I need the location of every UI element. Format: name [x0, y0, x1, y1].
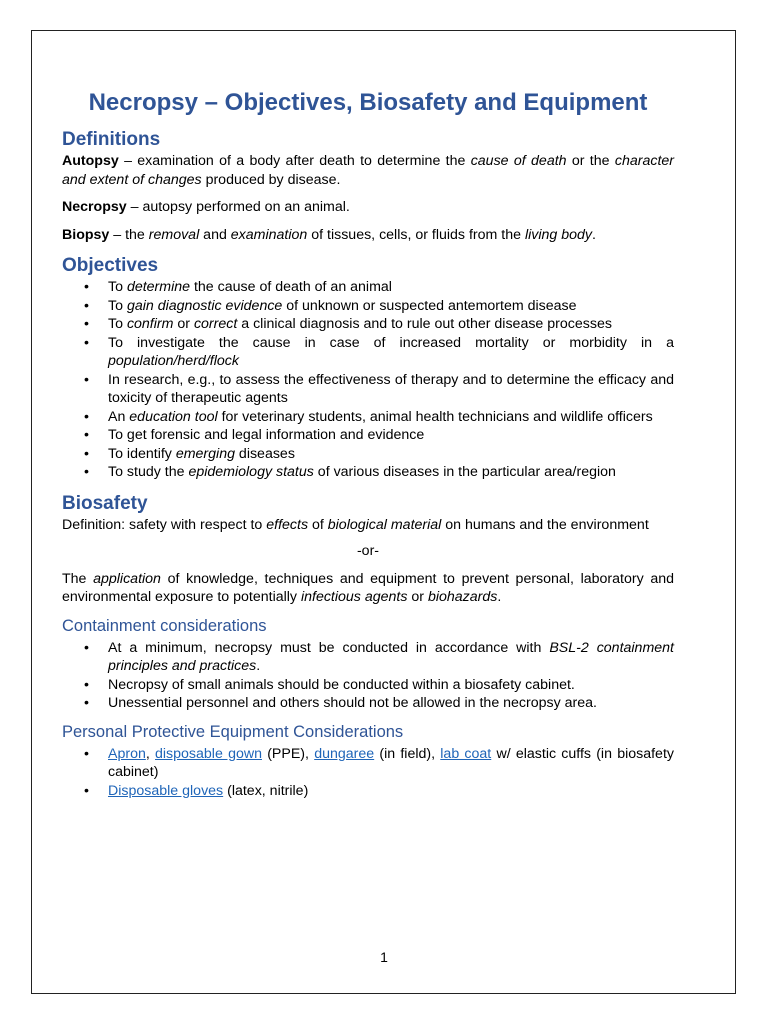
list-item: • At a minimum, necropsy must be conducted in accordance with BSL-2 containment principles and practices. — [62, 639, 674, 676]
page-number: 1 — [380, 949, 388, 965]
apron-link[interactable]: Apron — [108, 745, 146, 762]
lab-coat-link[interactable]: lab coat — [440, 745, 492, 762]
document-title: Necropsy – Objectives, Biosafety and Equipment — [88, 89, 648, 116]
definition-biopsy: Biopsy – the removal and examination of tissues, cells, or fluids from the living body. — [62, 226, 596, 243]
document-content — [62, 87, 674, 800]
containment-heading: Containment considerations — [62, 616, 267, 635]
list-item: • To confirm or correct a clinical diagnosis and to rule out other disease processes — [62, 315, 674, 334]
or-separator: -or- — [356, 543, 380, 559]
disposable-gown-link[interactable]: disposable gown — [155, 745, 262, 762]
list-item: • An education tool for veterinary students, animal health technicians and wildlife officers — [62, 408, 674, 427]
list-item: • Unessential personnel and others should not be allowed in the necropsy area. — [62, 694, 674, 713]
list-item: • To get forensic and legal information and evidence — [62, 426, 674, 445]
dungaree-link[interactable]: dungaree — [314, 745, 375, 762]
ppe-list — [62, 745, 674, 801]
definition-autopsy: Autopsy – examination of a body after death to determine the cause of death or the character and extent of changes produced by disease. — [62, 153, 674, 188]
list-item: • To determine the cause of death of an animal — [62, 278, 674, 297]
biosafety-heading: Biosafety — [62, 492, 148, 514]
definitions-heading: Definitions — [62, 129, 161, 150]
disposable-gloves-link[interactable]: Disposable gloves — [108, 782, 224, 799]
list-item: • To study the epidemiology status of various diseases in the particular area/region — [62, 463, 674, 482]
biosafety-definition: Definition: safety with respect to effects of biological material on humans and the environment — [62, 516, 649, 533]
list-item: • To gain diagnostic evidence of unknown or suspected antemortem disease — [62, 297, 674, 316]
list-item: • Necropsy of small animals should be conducted within a biosafety cabinet. — [62, 676, 674, 695]
definition-necropsy: Necropsy – autopsy performed on an animal. — [62, 199, 350, 215]
list-item: • In research, e.g., to assess the effectiveness of therapy and to determine the efficacy and toxicity of therapeutic agents — [62, 371, 674, 408]
list-item: • Apron, disposable gown (PPE), dungaree (in field), lab coat w/ elastic cuffs (in biosafety cabinet) — [62, 745, 674, 782]
biosafety-application: The application of knowledge, techniques and equipment to prevent personal, laboratory and environmental exposure to potentially infectious agents or biohazards. — [62, 570, 674, 605]
objectives-list — [62, 278, 674, 482]
objectives-heading: Objectives — [62, 255, 159, 276]
list-item: • Disposable gloves (latex, nitrile) — [62, 782, 674, 801]
list-item: • To identify emerging diseases — [62, 445, 674, 464]
ppe-heading: Personal Protective Equipment Considerations — [62, 722, 404, 741]
containment-list — [62, 639, 674, 713]
list-item: • To investigate the cause in case of increased mortality or morbidity in a population/herd/flock — [62, 334, 674, 371]
